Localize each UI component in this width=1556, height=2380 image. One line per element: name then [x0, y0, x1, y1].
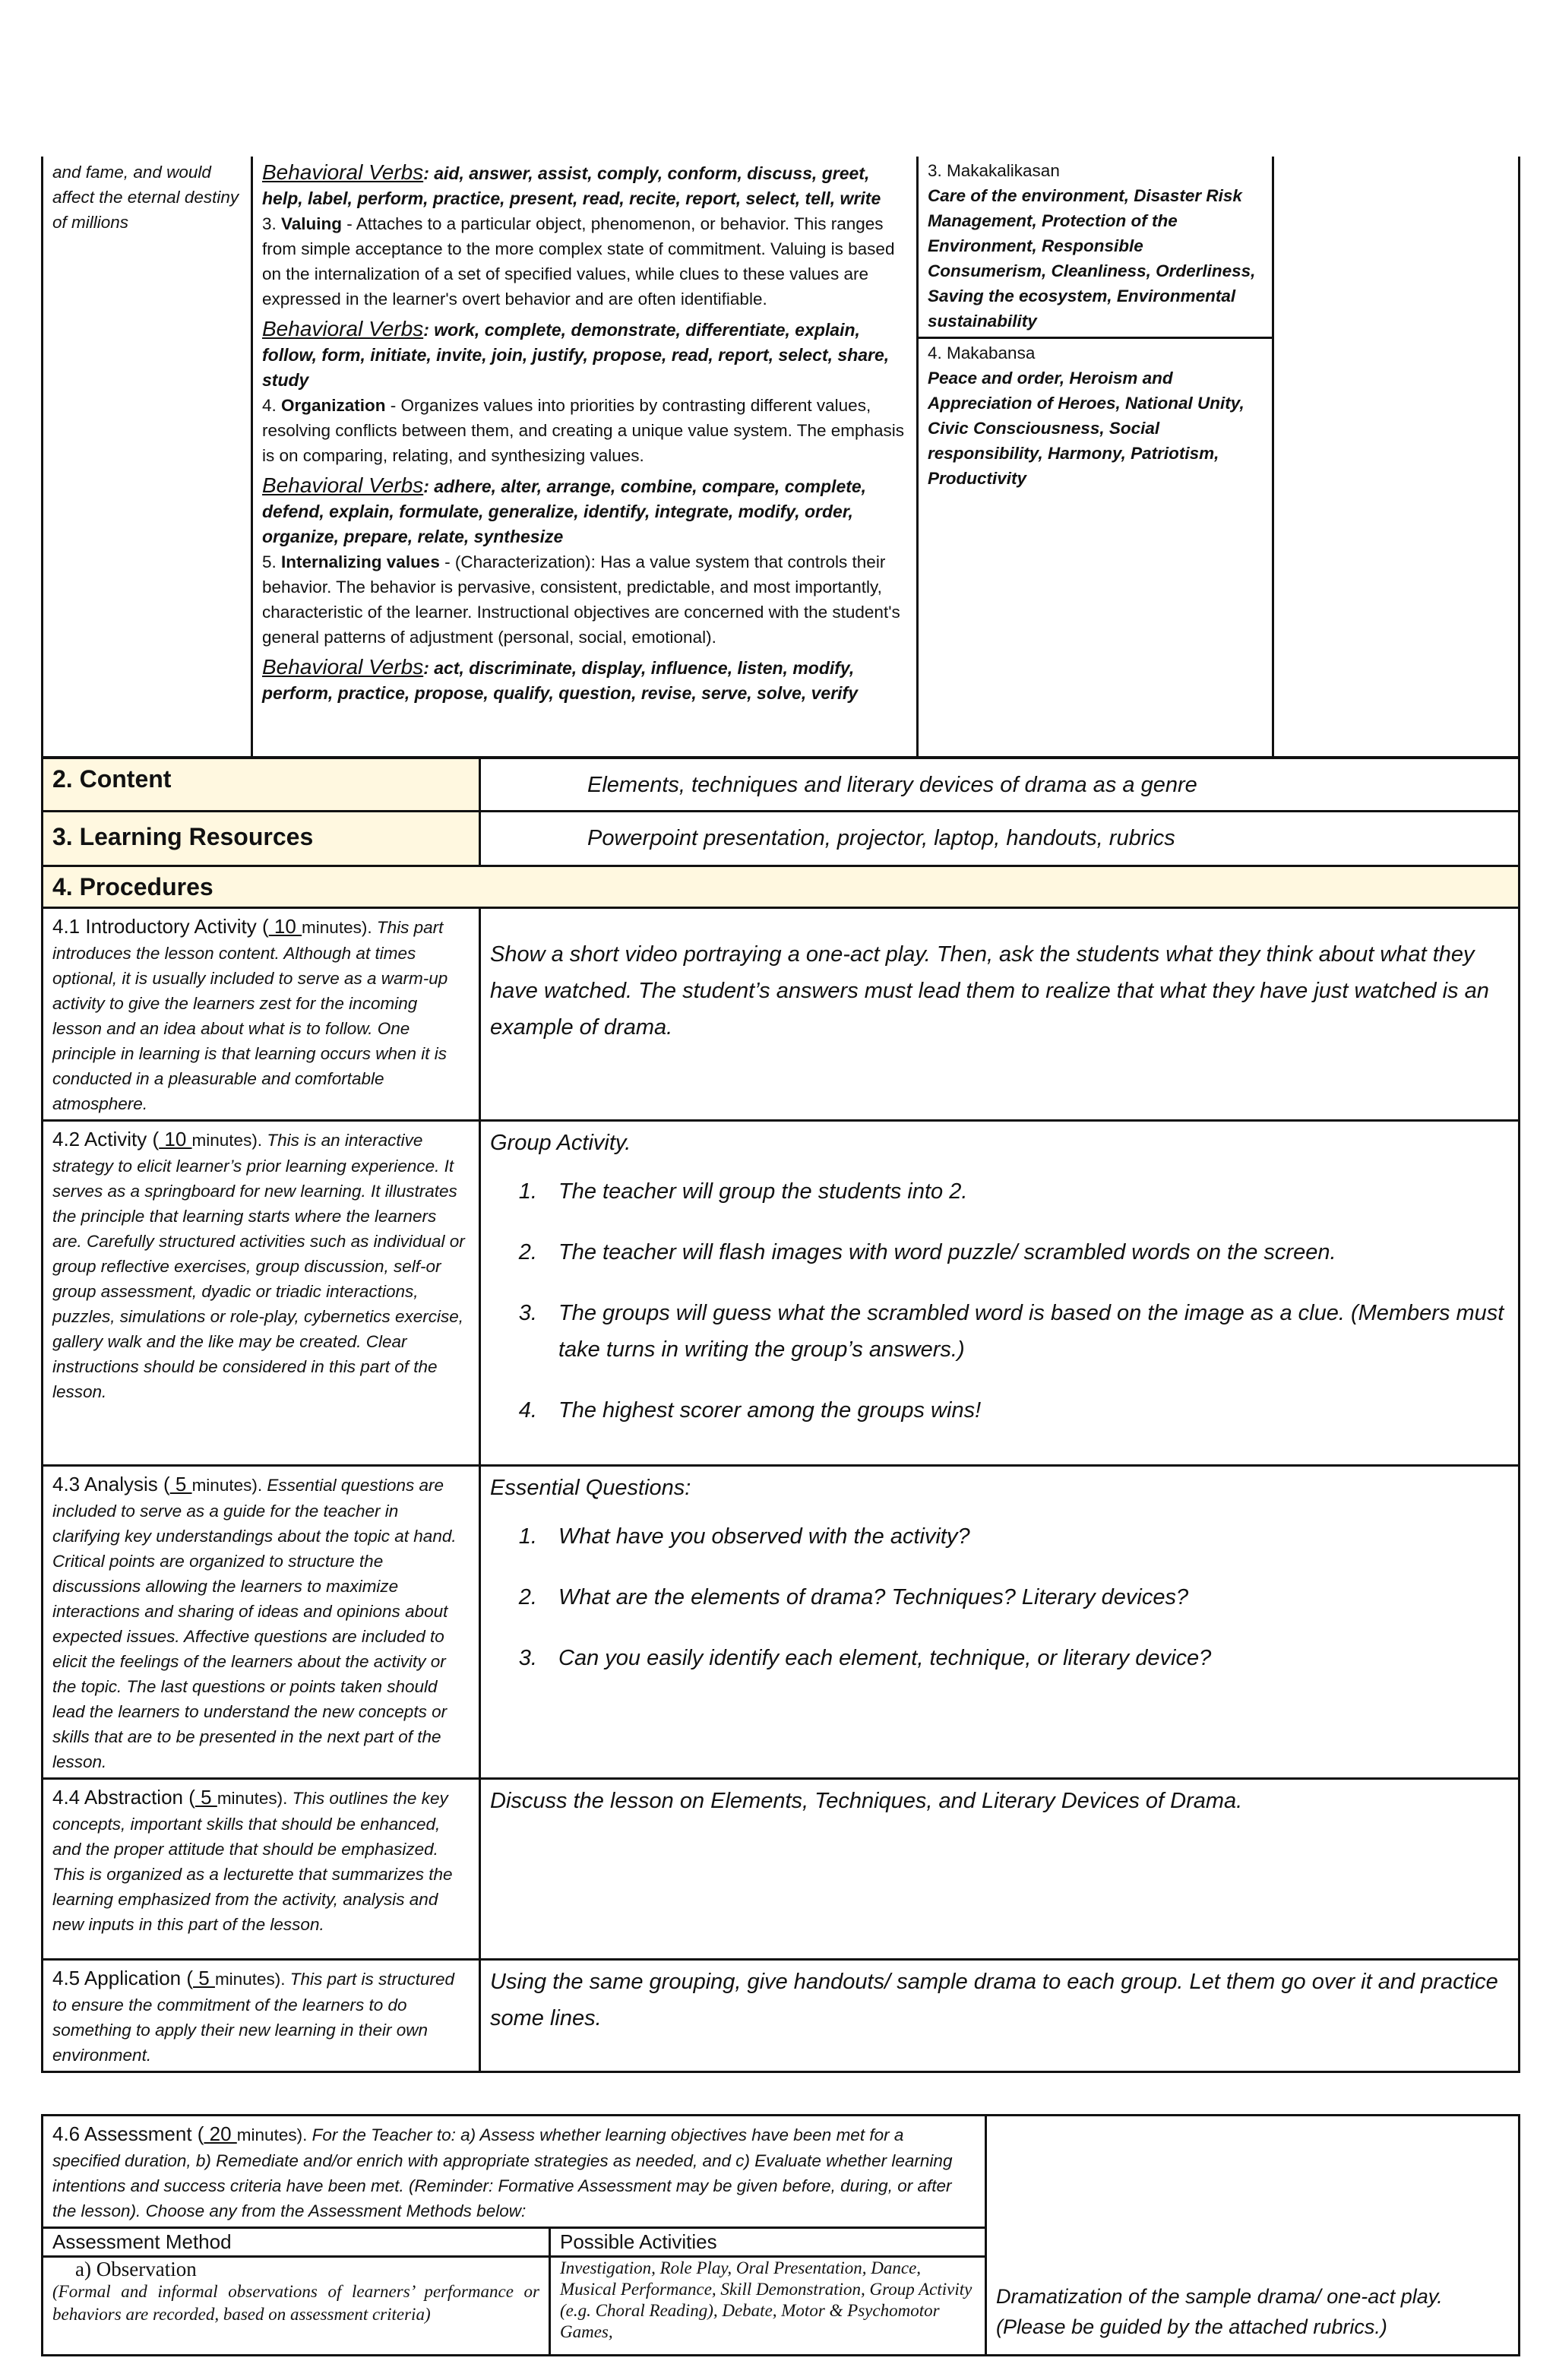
organization-verbs: adhere, alter, arrange, combine, compare, complete, defend, explain, formulate, generalize, identify, integrate, modify, order, organize, prepare, relate, synthesize [262, 476, 867, 546]
essential-questions-list [490, 1518, 1509, 1676]
procedures-label: 4. Procedures [43, 866, 1520, 908]
makakalikasan-block [919, 157, 1272, 339]
intro-body: Show a short video portraying a one-act play. Then, ask the students what they think about what they have watched. The student’s answers must lead them to realize that what they have just watched is an example of drama. [490, 942, 1489, 1040]
receiving-verbs: aid, answer, assist, comply, conform, discuss, greet, help, label, perform, practice, present, read, recite, report, select, tell, write [262, 163, 881, 208]
resources-value: Powerpoint presentation, projector, laptop, handouts, rubrics [480, 812, 1520, 866]
observation-desc: (Formal and informal observations of learners’ performance or behaviors are recorded, based on assessment criteria) [52, 2282, 539, 2324]
activity-body-cell [480, 1121, 1520, 1466]
main-lesson-table [41, 757, 1520, 2073]
observation-method-cell [43, 2257, 550, 2356]
col1-text: and fame, and would affect the eternal destiny of millions [52, 163, 239, 232]
resources-label: 3. Learning Resources [43, 812, 480, 866]
list-item: 2. What are the elements of drama? Techniques? Literary devices? [543, 1579, 1509, 1616]
list-item: 3. The groups will guess what the scrambled word is based on the image as a clue. (Members must take turns in writing the group’s answers.) [543, 1295, 1509, 1368]
analysis-desc: Essential questions are included to serve as a guide for the teacher in clarifying key understandings about the topic at hand. Critical points are organized to structure the discussions allowing the learners to maximize interactions and sharing of ideas and opinions about expected issues. Affective questions are included to elicit the feelings of the learners about the activity or the topic. The last questions or points taken should lead the learners to understand the new concepts or skills that are to be presented in the next part of the lesson. [52, 1476, 457, 1771]
internalizing-title: Internalizing values [281, 552, 440, 571]
activity-desc: This is an interactive strategy to elicit learner’s prior learning experience. It serves as a springboard for new learning. It illustrates the principle that learning starts where the learners are. Carefully structured activities such as individual or group reflective exercises, group discussion, self-or group assessment, dyadic or triadic interactions, puzzles, simulations or role-play, cybernetics exercise, gallery walk and the like may be created. Clear instructions should be considered in this part of the lesson. [52, 1131, 465, 1401]
possible-activities-cell: Investigation, Role Play, Oral Presentation, Dance, Musical Performance, Skill Demonstration, Group Activity (e.g. Choral Reading), Debate, Motor & Psychomotor Games, [550, 2257, 986, 2356]
assessment-minutes: 20 [204, 2122, 237, 2145]
affective-domain-cell: Behavioral Verbs: aid, answer, assist, comply, conform, discuss, greet, help, label, perform, practice, present, read, recite, report, select, tell, write 3. Valuing - Attaches to a particular object, phenomenon, or behavior. This ranges from simple acceptance to the more complex state of commitment. Valuing is based on the internalization of a set of specified values, while clues to these values are expressed in the learner's overt behavior and are often identifiable. Behavioral Verbs: work, complete, demonstrate, differentiate, explain, follow, form, initiate, invite, join, justify, propose, read, report, select, share, study 4. Organization - Organizes values into priorities by contrasting different values, resolving conflicts between them, and creating a unique value system. The emphasis is on comparing, relating, and synthesizing values. Behavioral Verbs: adhere, alter, arrange, combine, compare, complete, defend, explain, formulate, generalize, identify, integrate, modify, order, organize, prepare, relate, synthesize 5. Internalizing values - (Characterization): Has a value system that controls their behavior. The behavior is pervasive, consistent, predictable, and most importantly, characteristic of the learner. Instructional objectives are concerned with the student's general patterns of adjustment (personal, social, emotional). Behavioral Verbs: act, discriminate, display, influence, listen, modify, perform, practice, propose, qualify, question, revise, serve, solve, verify [252, 157, 918, 757]
list-item: 4. The highest scorer among the groups wins! [543, 1392, 1509, 1429]
intro-minutes-suffix: minutes). [302, 918, 372, 937]
assessment-method-header: Assessment Method [43, 2228, 550, 2257]
makabansa-title: 4. Makabansa [928, 343, 1036, 362]
analysis-cell [43, 1466, 480, 1779]
intro-minutes: 10 [268, 915, 302, 938]
valuing-num: 3. [262, 214, 277, 233]
activity-title: 4.2 Activity ( [52, 1128, 160, 1150]
analysis-minutes: 5 [169, 1473, 192, 1495]
makabansa-block [919, 339, 1272, 492]
content-value: Elements, techniques and literary devices of drama as a genre [480, 758, 1520, 812]
observation-label: a) Observation [75, 2258, 197, 2280]
organization-num: 4. [262, 396, 277, 415]
top-section-table [41, 157, 1520, 758]
assessment-minutes-suffix: minutes). [236, 2125, 308, 2144]
abstraction-body: Discuss the lesson on Elements, Techniques, and Literary Devices of Drama. [490, 1789, 1243, 1813]
assessment-body-cell [986, 2116, 1520, 2356]
assessment-title: 4.6 Assessment ( [52, 2122, 204, 2145]
analysis-heading: Essential Questions: [490, 1476, 691, 1500]
content-label: 2. Content [43, 758, 480, 812]
verbs-label-organization: Behavioral Verbs [262, 473, 424, 497]
assessment-desc: For the Teacher to: a) Assess whether learning objectives have been met for a specified duration, b) Remediate and/or enrich with appropriate strategies as needed, and c) Evaluate whether learning intentions and success criteria have been met. (Reminder: Formative Assessment may be given before, during, or after the lesson). Choose any from the Assessment Methods below: [52, 2125, 953, 2220]
assessment-body: Dramatization of the sample drama/ one-act play. (Please be guided by the attached rubrics.) [996, 2285, 1443, 2338]
internalizing-num: 5. [262, 552, 277, 571]
list-item: 3. Can you easily identify each element, technique, or literary device? [543, 1640, 1509, 1676]
valuing-verbs: work, complete, demonstrate, differentiate, explain, follow, form, initiate, invite, join, justify, propose, read, report, select, share, study [262, 320, 890, 390]
verbs-label-valuing: Behavioral Verbs [262, 317, 424, 340]
makabansa-text: Peace and order, Heroism and Appreciation of Heroes, National Unity, Civic Consciousness, Social responsibility, Harmony, Patriotism, Productivity [928, 369, 1244, 488]
abstraction-desc: This outlines the key concepts, important skills that should be enhanced, and the proper attitude that should be emphasized. This is organized as a lecturette that summarizes the learning emphasized from the activity, analysis and new inputs in this part of the lesson. [52, 1789, 453, 1934]
activity-steps-list [490, 1173, 1509, 1429]
activity-minutes: 10 [159, 1128, 192, 1150]
abstraction-title: 4.4 Abstraction ( [52, 1786, 195, 1809]
intro-body-cell [480, 908, 1520, 1121]
verbs-label-internalizing: Behavioral Verbs [262, 655, 424, 679]
application-minutes-suffix: minutes). [214, 1970, 286, 1989]
application-body: Using the same grouping, give handouts/ sample drama to each group. Let them go over it and practice some lines. [490, 1970, 1498, 2030]
activity-cell [43, 1121, 480, 1466]
assessment-desc-cell [43, 2116, 986, 2228]
list-item: 2. The teacher will flash images with word puzzle/ scrambled words on the screen. [543, 1234, 1509, 1271]
list-item: 1. The teacher will group the students into 2. [543, 1173, 1509, 1210]
application-desc: This part is structured to ensure the commitment of the learners to do something to apply their new learning in their own environment. [52, 1970, 455, 2065]
assessment-table [41, 2114, 1520, 2356]
organization-text: - Organizes values into priorities by contrasting different values, resolving conflicts between them, and creating a unique value system. The emphasis is on comparing, relating, and synthesizing values. [262, 396, 905, 465]
valuing-title: Valuing [281, 214, 343, 233]
makakalikasan-title: 3. Makakalikasan [928, 161, 1060, 180]
analysis-title: 4.3 Analysis ( [52, 1473, 170, 1495]
internalizing-text: - (Characterization): Has a value system that controls their behavior. The behavior is pervasive, consistent, predictable, and most importantly, characteristic of the learner. Instructional objectives are concerned with the student's general patterns of adjustment (personal, social, emotional). [262, 552, 900, 647]
values-context-cell [43, 157, 252, 757]
verbs-label-receiving: Behavioral Verbs [262, 160, 424, 184]
abstraction-minutes: 5 [194, 1786, 217, 1809]
organization-title: Organization [281, 396, 386, 415]
application-title: 4.5 Application ( [52, 1967, 194, 1989]
analysis-body-cell [480, 1466, 1520, 1779]
possible-activities-header: Possible Activities [550, 2228, 986, 2257]
application-cell [43, 1960, 480, 2072]
abstraction-body-cell [480, 1779, 1520, 1960]
valuing-text: - Attaches to a particular object, phenomenon, or behavior. This ranges from simple acceptance to the more complex state of commitment. Valuing is based on the internalization of a set of specified values, while clues to these values are expressed in the learner's overt behavior and are often identifiable. [262, 214, 895, 309]
intro-activity-cell [43, 908, 480, 1121]
intro-title: 4.1 Introductory Activity ( [52, 915, 269, 938]
core-values-cell [918, 157, 1273, 757]
abstraction-minutes-suffix: minutes). [217, 1789, 288, 1808]
analysis-minutes-suffix: minutes). [191, 1476, 263, 1495]
list-item: 1. What have you observed with the activity? [543, 1518, 1509, 1555]
activity-heading: Group Activity. [490, 1131, 631, 1155]
makakalikasan-text: Care of the environment, Disaster Risk Management, Protection of the Environment, Responsible Consumerism, Cleanliness, Orderliness, Saving the ecosystem, Environmental sustainability [928, 186, 1256, 331]
application-minutes: 5 [193, 1967, 215, 1989]
application-body-cell [480, 1960, 1520, 2072]
empty-cell [1273, 157, 1520, 757]
intro-desc: This part introduces the lesson content. Although at times optional, it is usually included to serve as a warm-up activity to give the learners zest for the incoming lesson and an idea about what is to follow. One principle in learning is that learning occurs when it is conducted in a pleasurable and comfortable atmosphere. [52, 918, 448, 1113]
internalizing-verbs: act, discriminate, display, influence, listen, modify, perform, practice, propose, qualify, question, revise, serve, solve, verify [262, 658, 858, 703]
activity-minutes-suffix: minutes). [191, 1131, 263, 1150]
abstraction-cell [43, 1779, 480, 1960]
